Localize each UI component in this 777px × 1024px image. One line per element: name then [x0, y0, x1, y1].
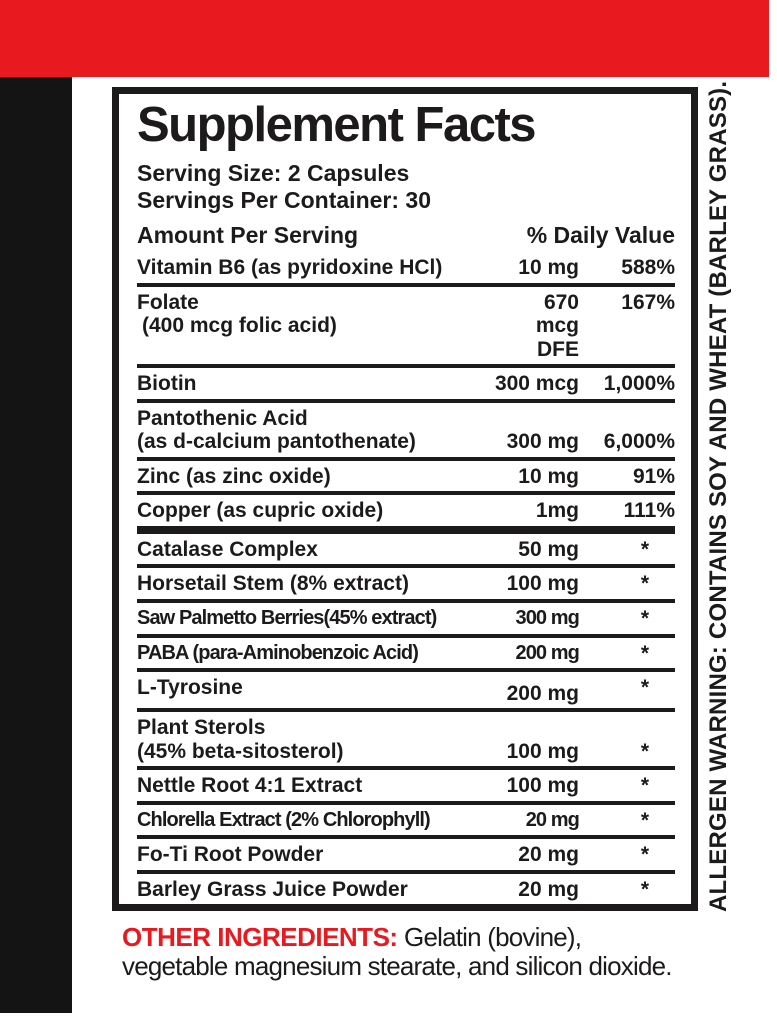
ingredient-name-line: Biotin	[137, 372, 197, 396]
row-separator	[137, 835, 675, 839]
ingredient-amount	[467, 538, 579, 562]
ingredient-daily-value: 6,000%	[603, 430, 675, 454]
other-ingredients-line1: Gelatin (bovine),	[404, 922, 582, 952]
table-row	[137, 462, 675, 491]
ingredient-daily-value: 91%	[632, 464, 675, 488]
ingredient-name	[137, 538, 467, 562]
ingredient-name-line: Plant Sterols	[137, 716, 266, 740]
ingredient-amount	[467, 256, 579, 280]
ingredient-daily-value: 588%	[621, 256, 675, 280]
row-separator	[137, 801, 675, 805]
ingredient-daily-value: *	[640, 606, 649, 630]
ingredient-name	[137, 809, 467, 831]
ingredient-name-line: Catalase Complex	[137, 537, 318, 561]
table-row	[137, 806, 675, 835]
amount-line: 20 mg	[518, 843, 579, 867]
ingredient-name-line: Saw Palmetto Berries(45% extract)	[137, 606, 437, 629]
ingredient-name-line: Horsetail Stem (8% extract)	[137, 572, 409, 596]
amount-line: 10 mg	[518, 464, 579, 488]
ingredient-amount	[467, 465, 579, 489]
ingredient-name	[137, 372, 467, 396]
other-ingredients	[122, 923, 722, 981]
row-separator	[137, 399, 675, 403]
table-row	[137, 253, 675, 282]
ingredient-amount	[467, 740, 579, 764]
ingredient-name-line: (as d-calcium pantothenate)	[137, 430, 416, 454]
ingredient-name	[137, 572, 467, 596]
panel-title: Supplement Facts	[137, 98, 536, 152]
amount-line: 100 mg	[506, 774, 579, 798]
ingredient-name-line: Vitamin B6 (as pyridoxine HCl)	[137, 256, 443, 280]
ingredient-name	[137, 465, 467, 489]
ingredient-daily-value: *	[640, 843, 649, 867]
amount-line: 300 mg	[515, 606, 579, 629]
amount-line: mcg	[535, 314, 579, 338]
row-separator	[137, 364, 675, 368]
ingredient-amount	[467, 809, 579, 831]
ingredient-daily-value: *	[640, 739, 649, 763]
ingredient-name	[137, 642, 467, 664]
ingredient-name	[137, 774, 467, 798]
ingredient-daily-value: 111%	[623, 499, 675, 523]
ingredient-name	[137, 407, 467, 454]
supplement-facts-panel	[112, 87, 698, 911]
row-separator	[137, 870, 675, 874]
ingredient-name-line: (45% beta-sitosterol)	[137, 739, 344, 763]
ingredient-name-line: Barley Grass Juice Powder	[137, 877, 408, 901]
ingredient-name-line: Folate	[137, 290, 199, 314]
ingredient-name	[137, 256, 467, 280]
row-separator	[137, 526, 675, 534]
ingredient-amount	[467, 291, 579, 362]
ingredient-name-line: (400 mcg folic acid)	[142, 314, 337, 338]
ingredient-name-line: Pantothenic Acid	[137, 406, 308, 430]
ingredient-daily-value: *	[640, 877, 649, 901]
ingredient-daily-value: *	[640, 572, 649, 596]
amount-line: 1mg	[535, 499, 579, 523]
table-row	[137, 639, 675, 668]
table-row	[137, 535, 675, 564]
ingredient-name-line: PABA (para-Aminobenzoic Acid)	[137, 641, 418, 664]
ingredient-amount	[467, 682, 579, 706]
ingredient-daily-value: *	[640, 676, 649, 700]
ingredient-rows	[137, 253, 675, 911]
ingredient-name	[137, 499, 467, 523]
ingredient-name-line: Copper (as cupric oxide)	[137, 499, 384, 523]
table-row	[137, 288, 675, 364]
row-separator	[137, 668, 675, 672]
amount-line: 300 mcg	[494, 372, 579, 396]
ingredient-amount	[467, 430, 579, 454]
serving-info	[137, 160, 675, 213]
table-row	[137, 569, 675, 598]
ingredient-name	[137, 607, 467, 629]
ingredient-name	[137, 676, 467, 700]
row-separator	[137, 283, 675, 287]
ingredient-daily-value: *	[640, 774, 649, 798]
row-separator	[137, 599, 675, 603]
amount-line: 20 mg	[518, 877, 579, 901]
allergen-warning-vertical-text: ALLERGEN WARNING: CONTAINS SOY AND WHEAT (BARLEY GRASS).	[705, 80, 732, 912]
other-ingredients-line2: vegetable magnesium stearate, and silicon dioxide.	[122, 951, 672, 982]
table-row	[137, 840, 675, 869]
amount-line: 10 mg	[518, 256, 579, 280]
ingredient-name	[137, 716, 467, 763]
servings-per-container: Servings Per Container: 30	[137, 186, 431, 213]
amount-line: 200 mg	[515, 641, 579, 664]
ingredient-name-line: Nettle Root 4:1 Extract	[137, 774, 363, 798]
row-separator	[137, 708, 675, 712]
table-row	[137, 604, 675, 633]
table-row	[137, 404, 675, 456]
row-separator	[137, 491, 675, 495]
table-row	[137, 496, 675, 525]
serving-size: Serving Size: 2 Capsules	[137, 159, 410, 186]
ingredient-name-line: L-Tyrosine	[137, 676, 243, 700]
ingredient-name	[137, 843, 467, 867]
ingredient-daily-value: *	[640, 537, 649, 561]
amount-line: 200 mg	[506, 681, 579, 705]
ingredient-amount	[467, 572, 579, 596]
ingredient-amount	[467, 843, 579, 867]
amount-line: 670	[543, 290, 579, 314]
ingredient-name	[137, 878, 467, 902]
ingredient-daily-value: *	[640, 808, 649, 832]
top-red-band	[0, 0, 769, 77]
ingredient-name-line: Zinc (as zinc oxide)	[137, 464, 331, 488]
table-row	[137, 673, 675, 707]
table-row	[137, 875, 675, 904]
daily-value-header: % Daily Value	[526, 222, 675, 249]
ingredient-daily-value: 167%	[621, 290, 675, 314]
amount-header: Amount Per Serving	[137, 222, 359, 249]
amount-line: 100 mg	[506, 572, 579, 596]
row-separator	[137, 634, 675, 638]
ingredient-amount	[467, 607, 579, 629]
left-black-band	[0, 77, 72, 1013]
table-row	[137, 369, 675, 398]
ingredient-amount	[467, 372, 579, 396]
other-ingredients-label: OTHER INGREDIENTS:	[122, 922, 398, 952]
amount-line: 300 mg	[506, 430, 579, 454]
row-separator	[137, 457, 675, 461]
ingredient-amount	[467, 499, 579, 523]
ingredient-name	[137, 291, 467, 338]
ingredient-name-line: Chlorella Extract (2% Chlorophyll)	[137, 808, 430, 831]
column-header-row	[137, 219, 675, 251]
row-separator	[137, 766, 675, 770]
row-separator	[137, 564, 675, 568]
ingredient-daily-value: *	[640, 641, 649, 665]
amount-line: 20 mg	[525, 808, 579, 831]
ingredient-name-line: Fo-Ti Root Powder	[137, 843, 324, 867]
ingredient-amount	[467, 878, 579, 902]
table-row	[137, 771, 675, 800]
ingredient-amount	[467, 642, 579, 664]
amount-line: 100 mg	[506, 739, 579, 763]
row-separator	[137, 906, 675, 911]
amount-line: 50 mg	[518, 537, 579, 561]
amount-line: DFE	[537, 337, 579, 361]
table-row	[137, 713, 675, 765]
ingredient-daily-value: 1,000%	[603, 372, 675, 396]
ingredient-amount	[467, 774, 579, 798]
